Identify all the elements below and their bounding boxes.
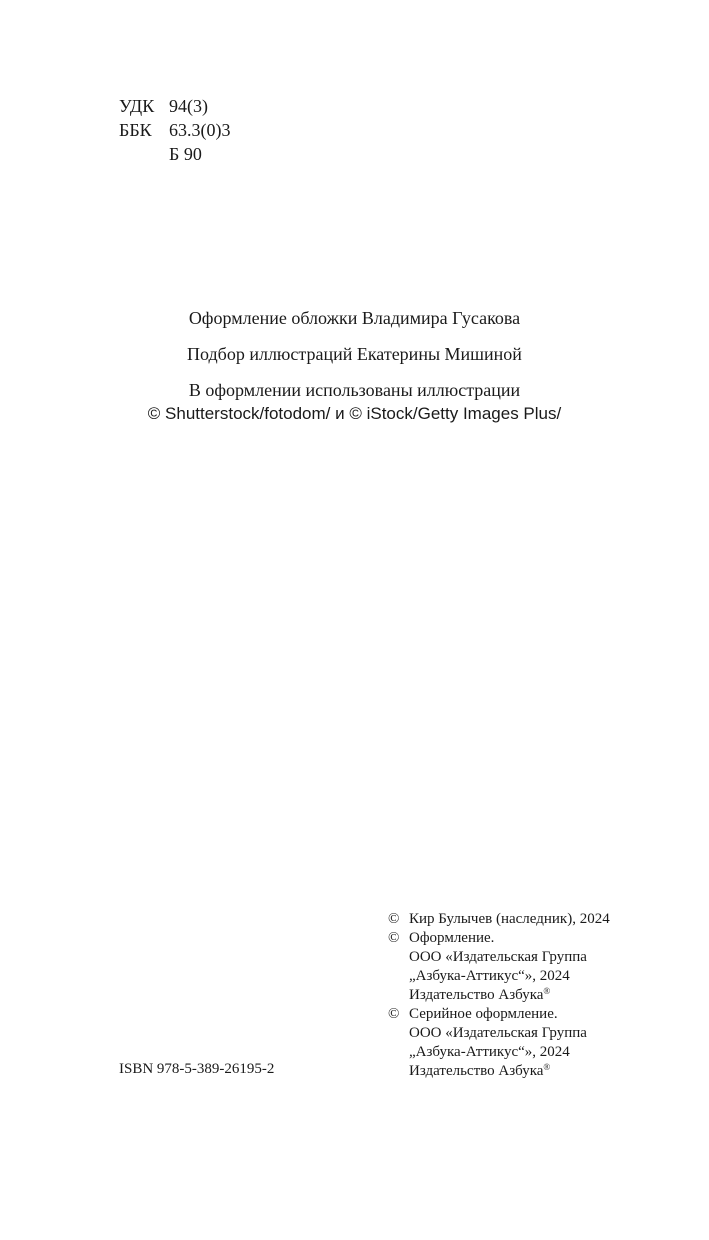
author-mark: Б 90 bbox=[169, 144, 202, 164]
author-mark-row bbox=[119, 142, 231, 166]
copyright-entry-design bbox=[388, 929, 610, 1005]
udk-value: 94(3) bbox=[169, 96, 208, 116]
copyright-sign: © bbox=[388, 1006, 400, 1022]
publisher-name: Издательство Азбука bbox=[409, 1063, 544, 1079]
copyright-line-publisher bbox=[409, 986, 587, 1005]
cover-design-credit: Оформление обложки Владимира Гусакова bbox=[188, 308, 521, 328]
copyright-line-publisher bbox=[409, 1062, 587, 1081]
copyright-entry-series-design bbox=[388, 1005, 610, 1081]
isbn: ISBN 978-5-389-26195-2 bbox=[119, 1061, 275, 1077]
udk-label: УДК bbox=[119, 96, 155, 116]
bbk-label: ББК bbox=[119, 120, 152, 140]
copyright-line: „Азбука-Аттикус“», 2024 bbox=[409, 968, 570, 984]
copyright-line: „Азбука-Аттикус“», 2024 bbox=[409, 1044, 570, 1060]
udk-row bbox=[119, 94, 231, 118]
copyright-block bbox=[388, 910, 610, 1081]
illustrations-sources-credit: © Shutterstock/fotodom/ и © iStock/Getty Images Plus/ bbox=[147, 404, 562, 423]
copyright-sign: © bbox=[388, 930, 400, 946]
copyright-entry-author bbox=[388, 910, 610, 929]
copyright-line: ООО «Издательская Группа bbox=[409, 1025, 587, 1041]
copyright-line: ООО «Издательская Группа bbox=[409, 949, 587, 965]
copyright-line: Серийное оформление. bbox=[409, 1006, 558, 1022]
copyright-line: Оформление. bbox=[409, 930, 495, 946]
copyright-sign: © bbox=[388, 911, 400, 927]
bbk-value: 63.3(0)3 bbox=[169, 120, 231, 140]
illustrations-selection-credit: Подбор иллюстраций Екатерины Мишиной bbox=[187, 344, 522, 364]
illustrations-used-credit: В оформлении использованы иллюстрации bbox=[188, 380, 521, 400]
bbk-row bbox=[119, 118, 231, 142]
registered-mark: ® bbox=[543, 1062, 551, 1072]
publisher-name: Издательство Азбука bbox=[409, 987, 544, 1003]
credits-block bbox=[0, 306, 709, 426]
copyright-line: Кир Булычев (наследник), 2024 bbox=[409, 911, 610, 927]
registered-mark: ® bbox=[543, 986, 551, 996]
classification-block bbox=[119, 94, 231, 166]
